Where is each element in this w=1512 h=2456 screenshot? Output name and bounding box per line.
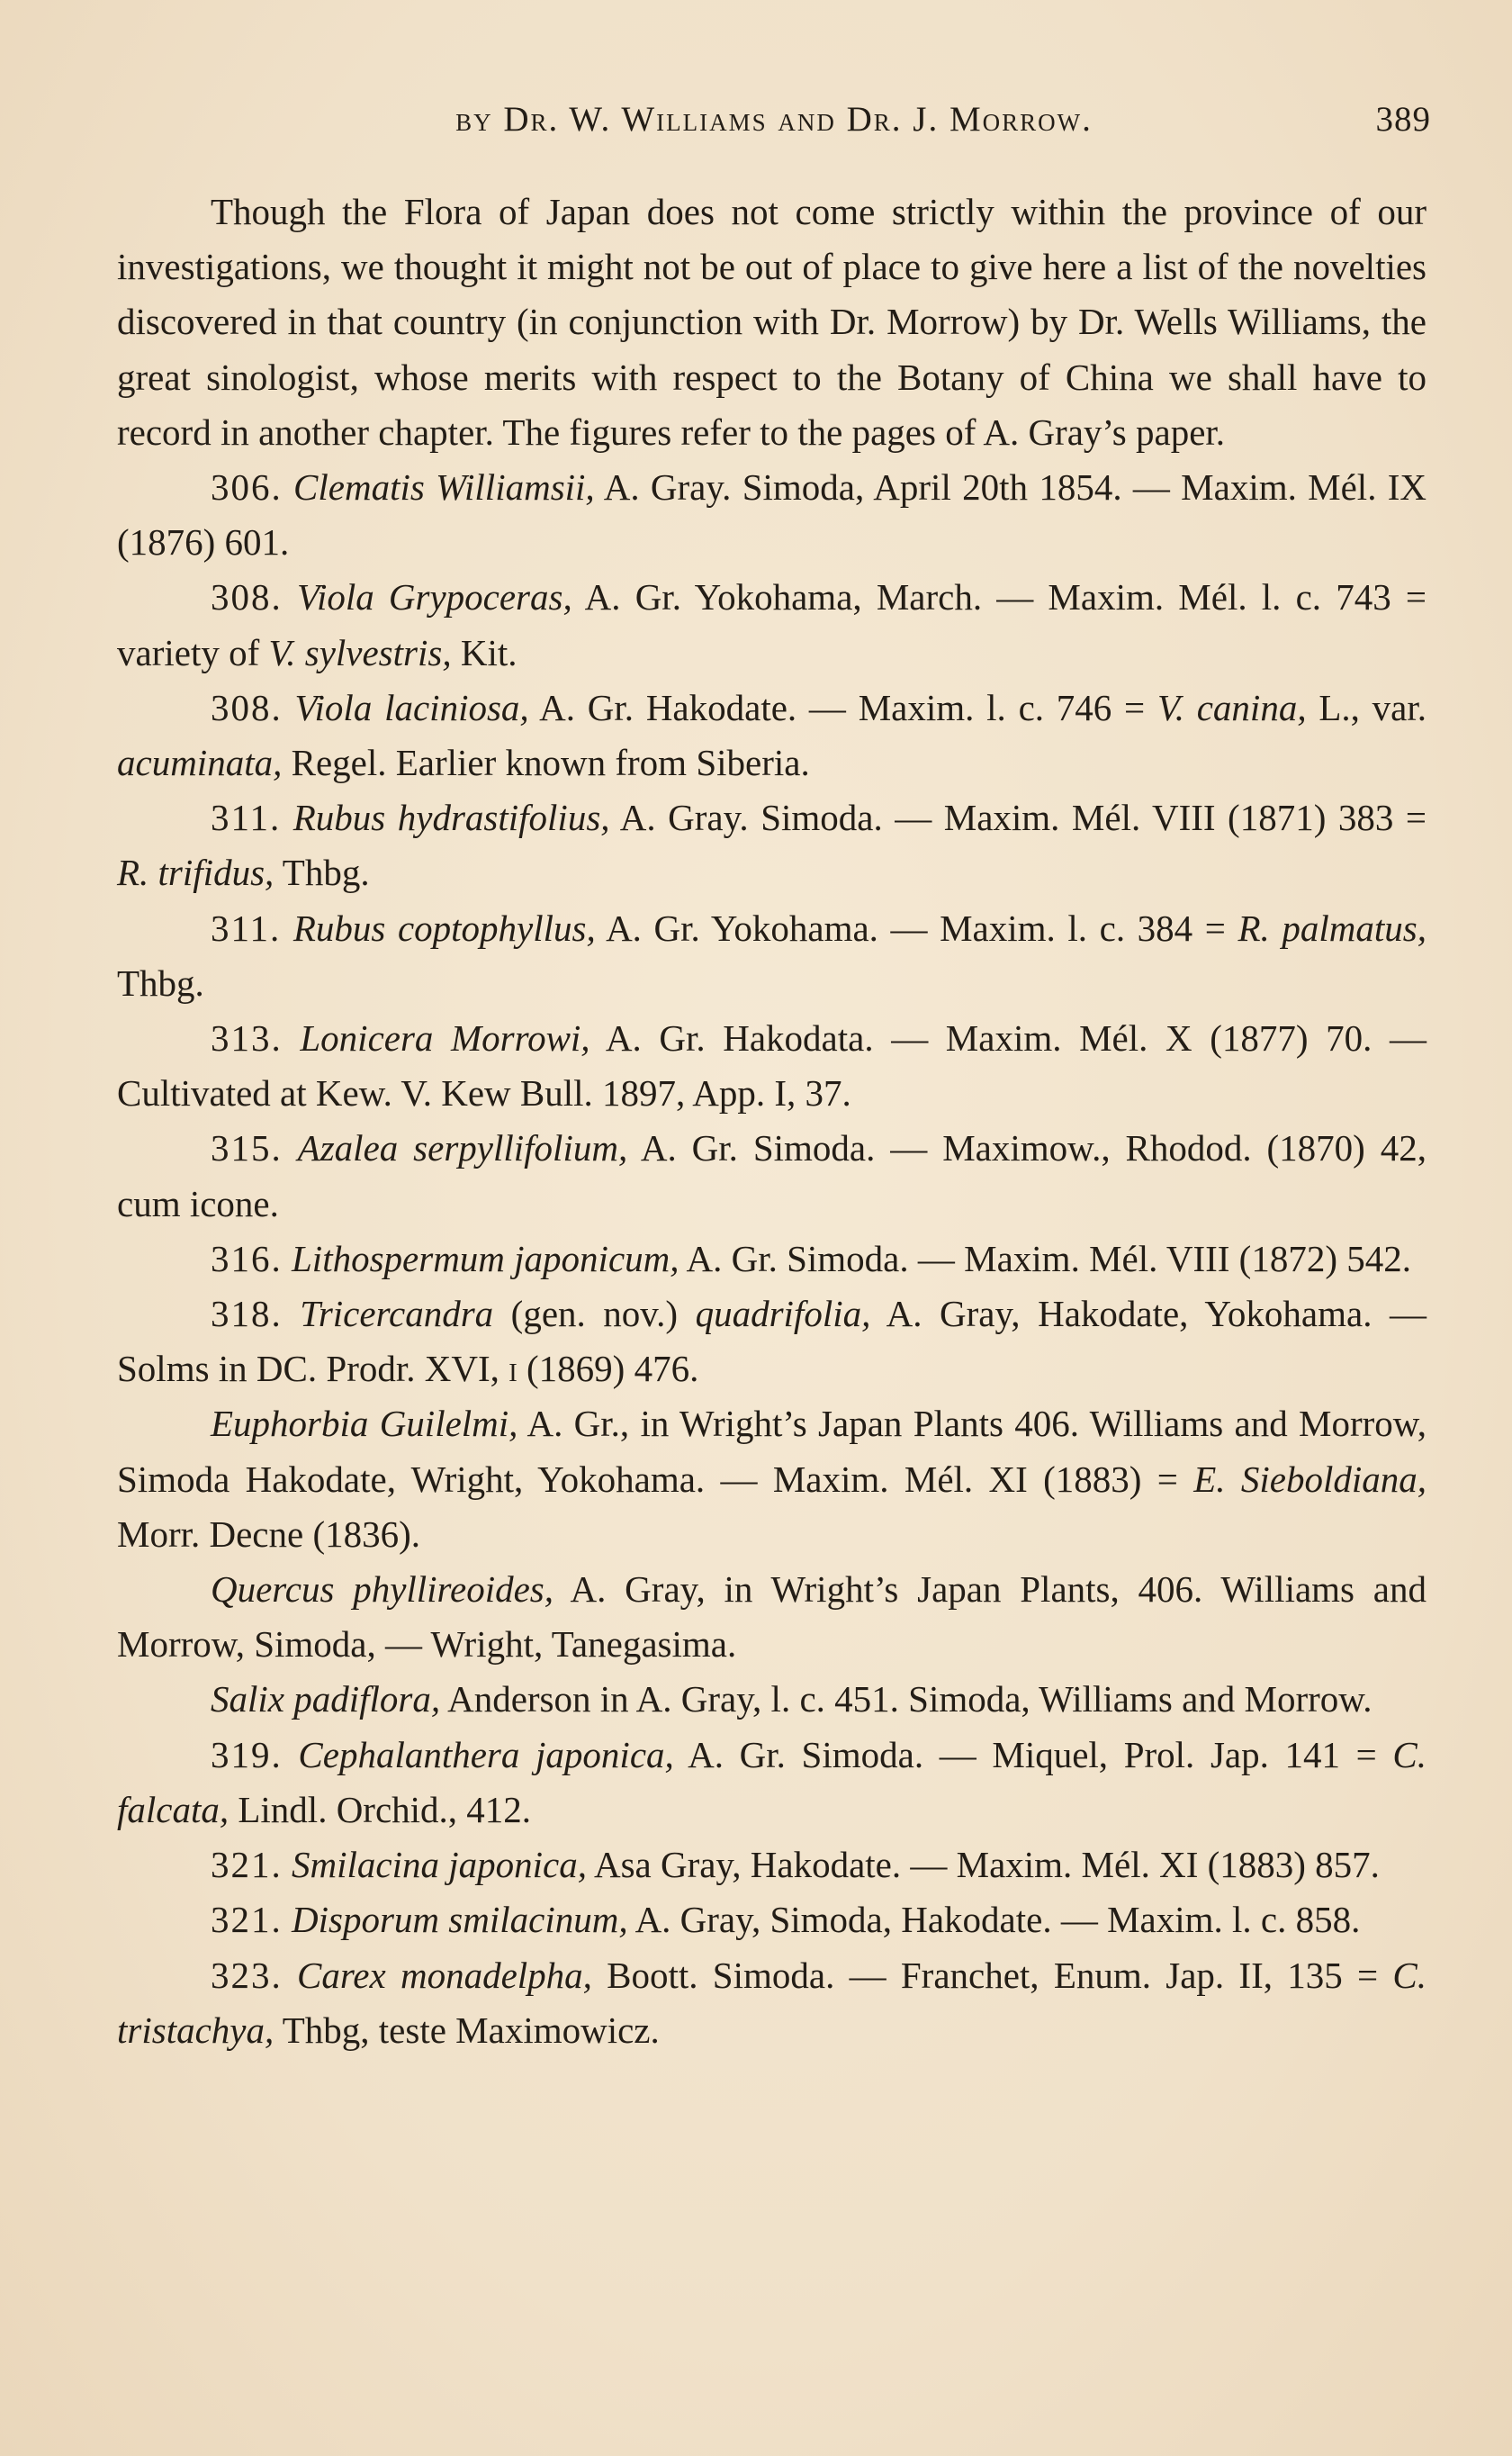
entry-text: A. Gr. Simoda. — Miquel, Prol. Jap. 141 = [673, 1733, 1393, 1775]
entry-paragraph [117, 1728, 1426, 1837]
species-name: Lonicera Morrowi, [300, 1017, 590, 1060]
species-name: Clematis Williamsii, [293, 466, 595, 509]
entry-text: A. Gr. Hakodata. — Maxim. Mél. X (1877) 70. — Cultivated at Kew. V. Kew Bull. 1897, App. I, 37. [117, 1017, 1427, 1115]
species-name: E. Sieboldiana, [1193, 1458, 1426, 1500]
species-name: Rubus coptophyllus, [292, 907, 596, 949]
entry-number: 316. [211, 1237, 283, 1279]
species-name: acuminata, [117, 742, 283, 784]
species-name: C. tristachya, [117, 1954, 1427, 2051]
entry-paragraph [117, 1396, 1426, 1562]
species-name: quadrifolia, [695, 1293, 871, 1335]
entry-text: A. Gray, Simoda, Hakodate. — Maxim. l. c. 858. [627, 1899, 1361, 1941]
species-name: Tricercandra [300, 1293, 494, 1335]
entry-paragraph [117, 570, 1426, 680]
entry-text: Kit. [451, 631, 518, 673]
entry-text: A. Gray, Hakodate, Yokohama. — Solms in DC. Prodr. XVI, [117, 1293, 1426, 1390]
entry-text: A. Gr. Yokohama. — Maxim. l. c. 384 = [595, 907, 1238, 949]
species-name: V. sylvestris, [268, 631, 452, 673]
entry-text: A. Gr., in Wright’s Japan Plants 406. Williams and Morrow, Simoda Hakodate, Wright, Yokohama. — Maxim. Mél. XI (1883) = [117, 1403, 1426, 1500]
entry-text: A. Gray. Simoda. — Maxim. Mél. VIII (1871) 383 = [609, 797, 1426, 839]
entry-number: 321. [211, 1844, 283, 1886]
entry-number: 306. [211, 466, 283, 509]
entry-paragraph [117, 1011, 1426, 1121]
entry-text: Morr. Decne (1836). [117, 1512, 421, 1555]
entry-text: Lindl. Orchid., 412. [229, 1788, 532, 1830]
entry-paragraph [117, 460, 1426, 570]
entry-text: (gen. nov.) [493, 1293, 696, 1335]
entry-text: A. Gr. Hakodate. — Maxim. l. c. 746 = [528, 686, 1157, 728]
entry-text: Anderson in A. Gray, l. c. 451. Simoda, Williams and Morrow. [440, 1678, 1372, 1720]
entry-paragraph [117, 1948, 1426, 2058]
entry-number: 318. [211, 1293, 283, 1335]
species-name: Disporum smilacinum, [292, 1899, 628, 1941]
entry-paragraph [117, 1121, 1426, 1231]
entry-text: Boott. Simoda. — Franchet, Enum. Jap. II, 135 = [591, 1954, 1393, 1996]
entry-paragraph [117, 790, 1426, 900]
entry-number: 315. [211, 1127, 283, 1169]
entry-paragraph [117, 1562, 1426, 1672]
entry-number: 308. [211, 576, 283, 619]
entry-text: Asa Gray, Hakodate. — Maxim. Mél. XI (1883) 857. [586, 1844, 1380, 1886]
species-name: Smilacina japonica, [292, 1844, 587, 1886]
text-body [117, 185, 1426, 2058]
running-head-title: by Dr. W. Williams and Dr. J. Morrow. [455, 100, 1093, 139]
entry-paragraph [117, 1892, 1426, 1947]
entry-number: 319. [211, 1733, 283, 1775]
entry-paragraph [117, 1672, 1426, 1727]
species-name: V. canina, [1156, 686, 1307, 728]
entry-text: Thbg, teste Maximowicz. [274, 2009, 660, 2051]
species-name: Euphorbia Guilelmi, [211, 1403, 518, 1445]
entry-text: A. Gray, in Wright’s Japan Plants, 406. Williams and Morrow, Simoda, — Wright, Tanegasima. [117, 1568, 1427, 1666]
entry-number: 311. [211, 797, 282, 839]
running-head [117, 97, 1431, 142]
species-name: Viola Grypoceras, [296, 576, 572, 619]
entry-paragraph [117, 1287, 1426, 1396]
entry-text: L., var. [1306, 686, 1426, 728]
entry-paragraph [117, 1232, 1426, 1287]
entry-number: 308. [211, 686, 283, 728]
species-name: R. trifidus, [117, 852, 274, 894]
species-name: Carex monadelpha, [297, 1954, 592, 1996]
species-name: Cephalanthera japonica, [298, 1733, 674, 1775]
entry-number: 323. [211, 1954, 283, 1996]
entry-text: A. Gr. Simoda. — Maximow., Rhodod. (1870) 42, cum icone. [117, 1127, 1426, 1224]
entry-text: Thbg. [274, 852, 370, 894]
species-name: Lithospermum japonicum, [292, 1237, 680, 1279]
entry-text: A. Gray. Simoda, April 20th 1854. — Maxim. Mél. IX (1876) 601. [117, 466, 1426, 564]
intro-paragraph: Though the Flora of Japan does not come strictly within the province of our investigations, we thought it might not be out of place to give here a list of the novelties discovered in that country (in conjunction with Dr. Morrow) by Dr. Wells Williams, the great sinologist, whose merits with respect to the Botany of China we shall have to record in another chapter. The figures refer to the pages of A. Gray’s paper. [117, 191, 1426, 453]
entry-text: (1869) 476. [517, 1348, 699, 1390]
entry-number: 313. [211, 1017, 283, 1060]
species-name: Azalea serpyllifolium, [297, 1127, 628, 1169]
entry-text: A. Gr. Simoda. — Maxim. Mél. VIII (1872) 542. [679, 1237, 1411, 1279]
volume-part-numeral: i [508, 1348, 518, 1390]
species-name: Viola laciniosa, [294, 686, 529, 728]
entry-paragraph [117, 681, 1426, 790]
entry-text: Regel. Earlier known from Siberia. [282, 742, 810, 784]
page-number: 389 [1375, 100, 1431, 139]
species-name: Rubus hydrastifolius, [292, 797, 610, 839]
entry-number: 321. [211, 1899, 283, 1941]
entry-paragraph [117, 901, 1426, 1011]
entry-paragraph [117, 1837, 1426, 1892]
entry-number: 311. [211, 907, 282, 949]
species-name: Quercus phyllireoides, [211, 1568, 554, 1611]
species-name: Salix padiflora, [211, 1678, 441, 1720]
entry-text: A. Gr. Yokohama, March. — Maxim. Mél. l. c. 743 = variety of [117, 576, 1427, 673]
species-name: R. palmatus, [1238, 907, 1427, 949]
species-name: C. falcata, [117, 1733, 1427, 1830]
entry-text: Thbg. [117, 962, 204, 1004]
